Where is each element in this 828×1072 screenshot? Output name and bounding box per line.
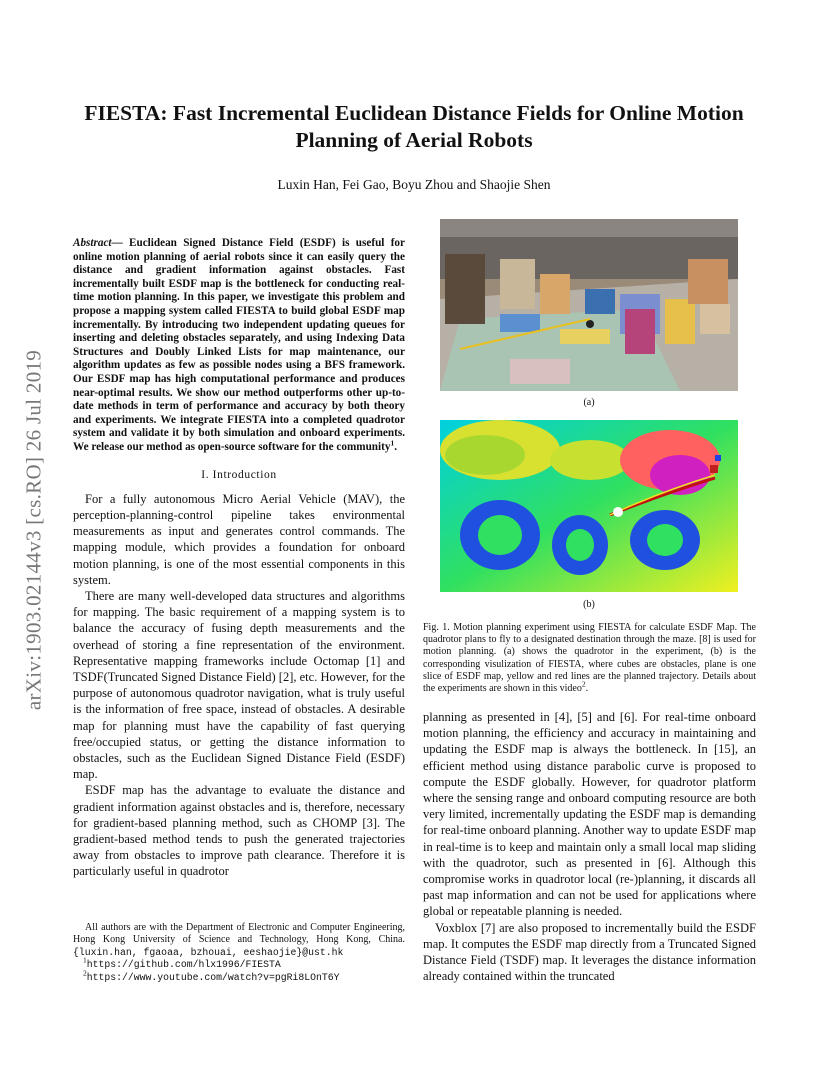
figure-b-label: (b) — [583, 599, 595, 610]
figure-a-label: (a) — [583, 397, 595, 408]
author-list: Luxin Han, Fei Gao, Boyu Zhou and Shaojie Shen — [277, 177, 551, 192]
footnotes — [73, 922, 405, 984]
title-line-2: Planning of Aerial Robots — [295, 128, 533, 152]
affiliation-footnote: All authors are with the Department of Electronic and Computer Engineering, Hong Kong University of Science and Technology, Hong Kong, China. {luxin.han, fgaoaa, bzhouai, eeshaojie}@ust.hk — [73, 922, 405, 958]
right-column — [423, 709, 756, 984]
title-line-1: FIESTA: Fast Incremental Euclidean Distance Fields for Online Motion — [84, 101, 744, 125]
video-link[interactable]: https://www.youtube.com/watch?v=pgRi8LOnT6Y — [86, 971, 340, 983]
left-column — [73, 237, 405, 880]
right-paragraph-2: Voxblox [7] are also proposed to incrementally build the ESDF map. It computes the ESDF map directly from a Truncated Signed Distance Field (TSDF) map. It leverages the distance information already contained within the truncated — [423, 920, 756, 984]
intro-paragraph-2: There are many well-developed data structures and algorithms for mapping. The basic requirement of a mapping system is to balance the accuracy of fusing depth measurements and the overhead of storing a fine representation of the environment. Representative mapping frameworks include Octomap [1] and TSDF(Truncated Signed Distance Field) [2], etc. However, for the purpose of autonomous quadrotor navigation, what is truly useful is the information of free space, instead of obstacles. A desirable map for planning must have the capability of fast querying free/occupied status, or getting the distance information to obstacles, such as the Euclidean Signed Distance Field (ESDF) map. — [73, 588, 405, 782]
footnote-2: $^2$https://www.youtube.com/watch?v=pgRi8LOnT6Y — [83, 968, 340, 983]
section-heading: I. Introduction — [201, 468, 277, 481]
abstract-footnote-mark: 1 — [390, 438, 395, 448]
footnote-1: $^1$https://github.com/hlx1996/FIESTA — [83, 955, 281, 971]
right-paragraph-1: planning as presented in [4], [5] and [6]. For real-time onboard motion planning, the efficiency and accuracy in maintaining and updating the ESDF map is always the bottleneck. In [15], an efficient method using distance parabolic curve is proposed to compute the ESDF globally. However, for quadrotor platform where the sensing range and onboard computing resource are both very limited, incrementally updating the ESDF map is demanding for real-time onboard planning. Another way to update ESDF map in real-time is to keep and maintain only a small local map sliding with the quadrotor, such as presented in [6]. Although this compromise works in quadrotor local (re-)planning, it discards all past map information and can not be used for applications where global or repeatable planning is needed. — [423, 710, 756, 919]
figure-a-photo — [440, 219, 738, 391]
arxiv-stamp: arXiv:1903.02144v3 [cs.RO] 26 Jul 2019 — [21, 349, 46, 711]
abstract: Abstract— Euclidean Signed Distance Field (ESDF) is useful for online motion planning of aerial robots since it can easily query the distance and gradient information against obstacles. Fast incrementally built ESDF map is the bottleneck for conducting real-time motion planning. In this paper, we investigate this problem and propose a mapping system called FIESTA to build global ESDF map incrementally. By introducing two independent updating queues for inserting and deleting obstacles separately, and using Indexing Data Structures and Doubly Linked Lists for map maintenance, our algorithm updates as few as possible nodes using a BFS framework. Our ESDF map has high computational performance and produces near-optimal results. We show our method outperforms other up-to-date methods in term of performance and accuracy by both theory and experiments. We integrate FIESTA into a completed quadrotor system and validate it by both simulation and onboard experiments. We release our method as open-source software for the community$^1$. — [73, 237, 405, 453]
abstract-text: — Euclidean Signed Distance Field (ESDF) is useful for online motion planning of aerial robots since it can easily query the distance and gradient information against obstacles. Fast incrementally built ESDF map is the bottleneck for conducting real-time motion planning. In this paper, we investigate this problem and propose a mapping system called FIESTA to build global ESDF map incrementally. By introducing two independent updating queues for inserting and deleting obstacles separately, and using Indexing Data Structures and Doubly Linked Lists for map maintenance, our algorithm updates as few as possible nodes using a BFS framework. Our ESDF map has high computational performance and produces near-optimal results. We show our method outperforms other up-to-date methods in term of performance and accuracy by both theory and experiments. We integrate FIESTA into a completed quadrotor system and validate it by both simulation and onboard experiments. We release our method as open-source software for the community — [73, 237, 405, 453]
abstract-label: Abstract — [73, 237, 112, 249]
figure-b-esdf-visualization — [440, 420, 738, 592]
figure-caption: Fig. 1. Motion planning experiment using FIESTA for calculate ESDF Map. The quadrotor plans to fly to a designated destination through the maze. [8] is used for motion planning. (a) shows the quadrotor in the experiment, (b) is the corresponding visulization of FIESTA, where cubes are obstacles, plane is one slice of ESDF map, yellow and red lines are the planned trajectory. Details about the experiments are shown in this video$^2$. — [423, 622, 756, 695]
author-emails: {luxin.han, fgaoaa, bzhouai, eeshaojie}@ust.hk — [73, 946, 344, 958]
paper-title — [60, 100, 768, 154]
github-link[interactable]: https://github.com/hlx1996/FIESTA — [86, 959, 281, 971]
intro-paragraph-1: For a fully autonomous Micro Aerial Vehicle (MAV), the perception-planning-control pipeline takes environmental measurements as input and generates control commands. The mapping module, which provides a foundation for onboard motion planning, is one of the most essential components in this system. — [73, 491, 405, 587]
intro-paragraph-3: ESDF map has the advantage to evaluate the distance and gradient information against obstacles and is, therefore, necessary for gradient-based planning method, such as CHOMP [3]. The gradient-based method tends to push the generated trajectories away from obstacles to improve path clearance. Therefore it is particularly useful in quadrotor — [73, 783, 405, 879]
